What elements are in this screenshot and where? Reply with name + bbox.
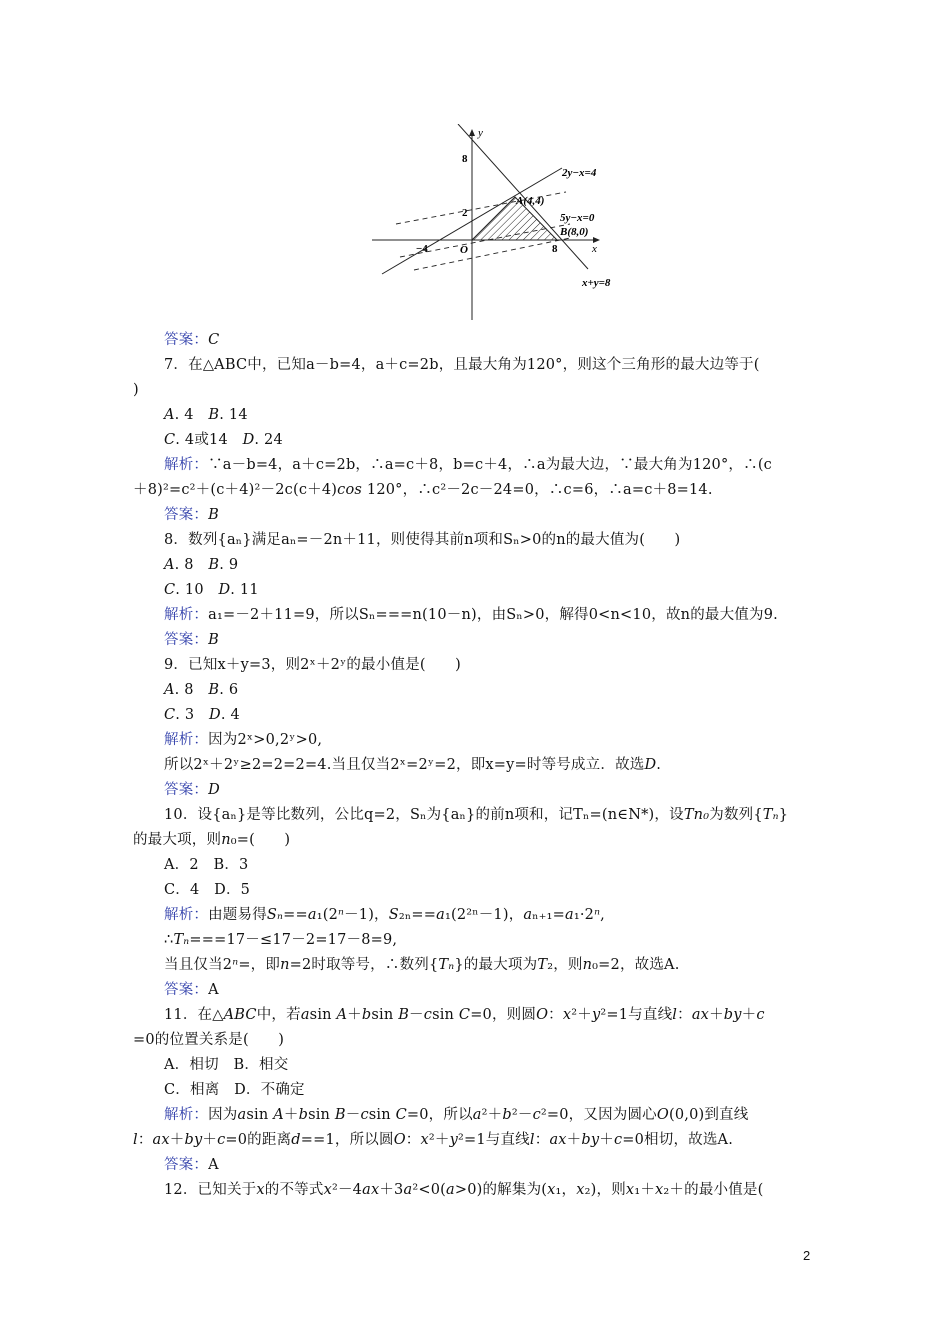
text-span: a: [472, 1107, 482, 1123]
text-span: 的不等式: [264, 1182, 324, 1198]
text-span: ＋: [709, 1007, 724, 1023]
text-span: 9．已知x＋y=3，则2ˣ＋2ʸ的最小值是( ): [164, 657, 462, 673]
x-tick-minus-4: −4: [416, 243, 428, 255]
text-span: =2时取等号，∴数列{: [289, 957, 439, 973]
text-span: Tₙ: [762, 807, 779, 823]
text-span: . 3: [175, 707, 210, 723]
text-span: =0，所以: [406, 1107, 473, 1123]
label-span: 答案：: [164, 982, 209, 998]
text-line: [133, 528, 817, 553]
text-line: [133, 953, 817, 978]
text-span: a: [564, 907, 574, 923]
text-span: y: [449, 1132, 458, 1148]
text-line: [133, 1028, 817, 1053]
text-span: sin: [371, 1007, 399, 1023]
text-span: ₀=2，故选A.: [592, 957, 680, 973]
text-line: [133, 1078, 817, 1103]
text-span: 当且仅当2: [164, 957, 233, 973]
text-span: O: [536, 1007, 549, 1023]
text-span: ²<0(: [412, 1182, 446, 1198]
text-span: x: [256, 1182, 265, 1198]
text-span: c: [532, 1107, 541, 1123]
text-span: C: [395, 1107, 407, 1123]
text-span: S: [388, 907, 399, 923]
text-span: ＋: [347, 1007, 362, 1023]
text-line: [133, 428, 817, 453]
axis-y-label: y: [478, 127, 483, 139]
text-span: 中，若: [256, 1007, 301, 1023]
text-span: =0的距离: [225, 1132, 292, 1148]
text-span: A．相切 B．相交: [164, 1057, 289, 1073]
text-span: ⁿ: [594, 907, 601, 923]
y-axis-arrow: [469, 129, 475, 136]
text-span: D: [209, 707, 221, 723]
text-span: l: [672, 1007, 678, 1023]
label-span: 答案：: [164, 1157, 209, 1173]
text-span: ax: [152, 1132, 170, 1148]
text-span: 12．已知关于: [164, 1182, 257, 1198]
text-span: . 14: [219, 407, 248, 423]
text-span: ²=1与直线: [600, 1007, 673, 1023]
text-span: sin: [308, 1107, 335, 1123]
text-span: ＋: [169, 1132, 185, 1148]
label-span: 答案：: [164, 782, 209, 798]
text-span: ₂ₙ==: [398, 907, 437, 923]
text-span: D: [218, 582, 231, 598]
text-span: ₁＋: [634, 1182, 656, 1198]
text-span: x: [625, 1182, 635, 1198]
text-span: ²－4: [331, 1182, 363, 1198]
text-line: [133, 628, 817, 653]
text-span: ＋3: [379, 1182, 404, 1198]
text-line: [133, 878, 817, 903]
text-span: C: [208, 332, 220, 348]
text-line: [133, 328, 817, 353]
text-line: [133, 978, 817, 1003]
text-span: C．4 D．5: [164, 882, 251, 898]
text-span: cos: [337, 482, 363, 498]
feasible-region-figure: [370, 124, 630, 320]
text-span: x: [655, 1182, 664, 1198]
text-span: ₙ₊₁=: [532, 907, 565, 923]
text-span: ²＋: [481, 1107, 503, 1123]
text-span: A: [164, 557, 175, 573]
text-span: x: [576, 1182, 585, 1198]
text-span: by: [184, 1132, 203, 1148]
text-span: c: [756, 1007, 765, 1023]
text-span: l: [529, 1132, 535, 1148]
text-span: . 8: [174, 557, 209, 573]
text-span: ＋: [741, 1007, 757, 1023]
text-span: 120°，∴c²－2c－24=0，∴c=6，∴a=c＋8=14.: [362, 482, 713, 498]
text-span: =，即: [238, 957, 281, 973]
text-span: 为数列{: [709, 807, 763, 823]
text-span: ：: [534, 1132, 550, 1148]
text-line: [133, 903, 817, 928]
line3-label: x+y=8: [582, 277, 611, 289]
text-span: O: [656, 1107, 669, 1123]
text-span: x: [323, 1182, 332, 1198]
text-span: a: [307, 907, 317, 923]
text-line: [133, 1178, 817, 1203]
text-line: [133, 578, 817, 603]
text-span: A: [208, 1157, 219, 1173]
text-span: D: [242, 432, 255, 448]
label-span: 解析：: [164, 607, 209, 623]
text-span: ₁(2: [316, 907, 338, 923]
text-line: [133, 478, 817, 503]
text-span: ²=1与直线: [458, 1132, 530, 1148]
text-span: A: [273, 1107, 284, 1123]
text-span: A: [208, 982, 219, 998]
text-span: 因为2ˣ>0,2ʸ>0,: [208, 732, 323, 748]
text-span: ===17－≤17－2=17－8=9,: [189, 932, 398, 948]
text-line: [133, 553, 817, 578]
text-span: ＋: [566, 1132, 582, 1148]
text-line: [133, 403, 817, 428]
text-span: ): [133, 382, 139, 398]
text-line: [133, 653, 817, 678]
text-span: . 4或14: [175, 432, 243, 448]
text-line: [133, 1003, 817, 1028]
text-span: ⁿ: [338, 907, 345, 923]
text-span: D: [644, 757, 657, 773]
text-span: B: [208, 632, 219, 648]
text-span: x: [420, 1132, 429, 1148]
axis-x-label: x: [592, 243, 597, 255]
text-span: B: [208, 557, 220, 573]
text-span: 7．在△ABC中，已知a－b=4，a＋c=2b，且最大角为120°，则这个三角形的最大边等于(: [164, 357, 760, 373]
text-line: [133, 753, 817, 778]
text-span: －: [345, 1107, 361, 1123]
text-span: =0的位置关系是( ): [133, 1032, 285, 1048]
text-span: C: [164, 582, 176, 598]
text-span: a: [436, 907, 445, 923]
text-span: C: [458, 1007, 471, 1023]
label-span: 解析：: [164, 907, 209, 923]
text-span: ＋: [283, 1107, 299, 1123]
text-span: C．相离 D．不确定: [164, 1082, 305, 1098]
text-span: B: [208, 407, 220, 423]
text-span: c: [217, 1132, 226, 1148]
text-span: sin: [432, 1007, 459, 1023]
text-span: Tn₀: [683, 807, 710, 823]
text-span: (0,0)到直线: [668, 1107, 749, 1123]
text-span: ＋: [599, 1132, 614, 1148]
text-span: . 6: [219, 682, 239, 698]
text-span: c: [423, 1007, 433, 1023]
origin-label: O: [460, 244, 468, 256]
text-span: . 4: [174, 407, 209, 423]
text-span: B: [208, 507, 219, 523]
text-line: [133, 803, 817, 828]
text-span: 所以2ˣ＋2ʸ≥2=2=2=4.当且仅当2ˣ=2ʸ=2，即x=y=时等号成立．故选: [164, 757, 645, 773]
text-span: ：: [137, 1132, 153, 1148]
page-number: 2: [803, 1248, 811, 1263]
text-span: Tₙ: [438, 957, 455, 973]
text-line: [133, 453, 817, 478]
text-span: －1)，: [344, 907, 389, 923]
text-span: ₁，: [555, 1182, 577, 1198]
text-span: . 8: [174, 682, 209, 698]
text-span: 11．在△: [164, 1007, 224, 1023]
label-span: 解析：: [164, 732, 209, 748]
text-span: ==: [283, 907, 308, 923]
text-span: ,: [600, 907, 605, 923]
text-span: a: [237, 1107, 247, 1123]
text-span: . 10: [175, 582, 219, 598]
text-span: ²＋: [571, 1007, 592, 1023]
text-line: [133, 1053, 817, 1078]
text-span: ＋8)²=c²＋(c＋4)²－2c(c＋4): [133, 482, 338, 498]
label-span: 解析：: [164, 457, 209, 473]
text-span: ²=0，又因为圆心: [540, 1107, 657, 1123]
text-span: ⁿ: [232, 957, 239, 973]
text-span: C: [164, 432, 176, 448]
text-span: a: [523, 907, 533, 923]
text-span: l: [133, 1132, 138, 1148]
text-span: B: [334, 1107, 346, 1123]
text-span: a: [300, 1007, 310, 1023]
text-span: n: [280, 957, 290, 973]
text-line: [133, 728, 817, 753]
y-tick-8: 8: [462, 153, 468, 165]
text-span: C: [164, 707, 176, 723]
text-span: ₂，则: [547, 957, 583, 973]
text-span: A: [164, 407, 175, 423]
text-span: ²＋: [428, 1132, 450, 1148]
text-span: .: [656, 757, 662, 773]
text-span: ₂)，则: [584, 1182, 626, 1198]
text-span: b: [361, 1007, 372, 1023]
text-span: n: [221, 832, 231, 848]
text-span: 的最大项，则: [133, 832, 222, 848]
text-line: [133, 603, 817, 628]
text-span: >0)的解集为(: [454, 1182, 548, 1198]
text-line: [133, 703, 817, 728]
text-span: x: [547, 1182, 556, 1198]
text-span: T: [537, 957, 548, 973]
text-line: [133, 1103, 817, 1128]
text-span: ∵a－b=4，a＋c=2b，∴a=c＋8，b=c＋4，∴a为最大边，∵最大角为120°，∴(c: [208, 457, 772, 473]
text-span: ：: [677, 1007, 692, 1023]
text-span: ²－: [511, 1107, 533, 1123]
text-span: a₁=－2＋11=9，所以Sₙ===n(10－n)，由Sₙ>0，解得0<n<10，故n的最大值为9.: [208, 607, 778, 623]
text-span: by: [723, 1007, 742, 1023]
text-span: a: [445, 1182, 455, 1198]
y-tick-2: 2: [462, 207, 468, 219]
text-span: Sₙ: [266, 907, 284, 923]
text-span: b: [502, 1107, 512, 1123]
text-line: [133, 353, 817, 378]
text-span: }的最大项为: [454, 957, 538, 973]
text-span: . 11: [230, 582, 259, 598]
text-span: ₁(2²ⁿ－1)，: [444, 907, 524, 923]
text-span: . 9: [219, 557, 239, 573]
level-line-dashed: [414, 238, 570, 270]
text-span: ABC: [223, 1007, 257, 1023]
text-span: c: [360, 1107, 369, 1123]
text-span: . 24: [254, 432, 283, 448]
label-span: 解析：: [164, 1107, 209, 1123]
text-span: 8．数列{aₙ}满足aₙ=－2n＋11，则使得其前n项和Sₙ>0的n的最大值为( ): [164, 532, 681, 548]
text-span: －: [409, 1007, 424, 1023]
point-a-label: A(4,4): [516, 195, 545, 207]
text-span: 因为: [208, 1107, 238, 1123]
text-span: ：: [548, 1007, 563, 1023]
text-span: ∴: [164, 932, 174, 948]
point-b-label: B(8,0): [560, 226, 589, 238]
text-span: ＋: [202, 1132, 218, 1148]
text-span: ₁·2: [573, 907, 595, 923]
text-span: =0相切，故选A.: [622, 1132, 734, 1148]
text-span: n: [582, 957, 593, 973]
text-span: =0，则圆: [470, 1007, 537, 1023]
label-span: 答案：: [164, 332, 209, 348]
text-span: by: [581, 1132, 600, 1148]
text-span: A．2 B．3: [164, 857, 249, 873]
text-span: ₂＋的最小值是(: [663, 1182, 764, 1198]
label-span: 答案：: [164, 632, 209, 648]
text-span: O: [393, 1132, 406, 1148]
text-span: ax: [691, 1007, 710, 1023]
text-span: ：: [405, 1132, 421, 1148]
text-span: A: [164, 682, 175, 698]
text-span: 10．设{aₙ}是等比数列，公比q=2，Sₙ为{aₙ}的前n项和，记Tₙ=(n∈N*)，设: [164, 807, 684, 823]
text-line: [133, 928, 817, 953]
text-span: sin: [246, 1107, 274, 1123]
text-span: D: [208, 782, 220, 798]
text-line: [133, 678, 817, 703]
text-span: 由题易得: [208, 907, 267, 923]
text-span: ax: [549, 1132, 567, 1148]
text-line: [133, 378, 817, 403]
text-span: ax: [362, 1182, 380, 1198]
text-span: d: [291, 1132, 301, 1148]
text-line: [133, 1128, 817, 1153]
text-line: [133, 778, 817, 803]
line1-label: 2y−x=4: [562, 167, 597, 179]
text-line: [133, 853, 817, 878]
text-span: ₀=( ): [230, 832, 291, 848]
text-span: sin: [309, 1007, 337, 1023]
text-span: b: [298, 1107, 309, 1123]
text-span: B: [398, 1007, 410, 1023]
text-span: x: [562, 1007, 572, 1023]
text-line: [133, 1153, 817, 1178]
text-line: [133, 503, 817, 528]
text-span: }: [778, 807, 789, 823]
line2-label: 5y−x=0: [560, 212, 595, 224]
text-span: sin: [368, 1107, 396, 1123]
text-span: ==1，所以圆: [300, 1132, 394, 1148]
text-span: c: [613, 1132, 623, 1148]
text-span: Tₙ: [173, 932, 190, 948]
text-span: A: [336, 1007, 348, 1023]
text-span: a: [403, 1182, 413, 1198]
text-line: [133, 828, 817, 853]
text-span: . 4: [220, 707, 240, 723]
x-tick-8: 8: [552, 243, 558, 255]
text-span: y: [591, 1007, 601, 1023]
label-span: 答案：: [164, 507, 209, 523]
text-span: B: [208, 682, 220, 698]
